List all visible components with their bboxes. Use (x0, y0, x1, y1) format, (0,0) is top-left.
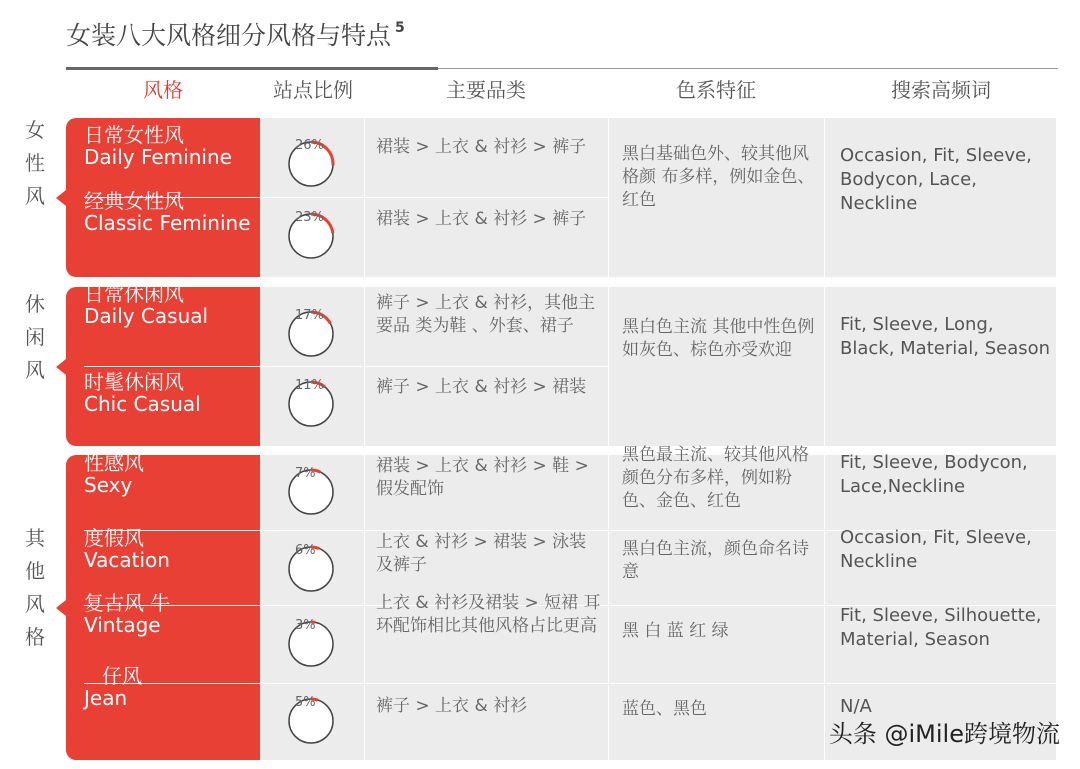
group-label-feminine: 女 性 风 (25, 118, 45, 208)
ratio-ring (287, 310, 335, 358)
category-cell: 裙装 > 上衣 & 衬衫 > 鞋 > 假发配饰 (376, 456, 589, 499)
ratio-value: 5% (295, 695, 316, 710)
group-label-casual: 休 闲 风 (25, 292, 45, 382)
group-label-other: 其 他 风 格 (25, 526, 45, 649)
category-cell: 裤子 > 上衣 & 衬衫，其他主要品 类为鞋 、外套、裙子 (376, 293, 596, 336)
col-sep-2 (608, 90, 609, 760)
color-cell: 黑白基础色外、较其他风格颜 布多样，例如金色、红色 (622, 144, 815, 210)
ratio-ring (287, 620, 335, 668)
style-name-chic-casual: 时髦休闲风 Chic Casual (84, 370, 201, 416)
keywords-cell: Fit, Sleeve, Bodycon, Lace,Neckline (840, 452, 1028, 497)
title-rule-light (438, 68, 1058, 69)
ratio-value: 17% (295, 308, 324, 323)
ratio-ring (287, 380, 335, 428)
ratio-ring (287, 140, 335, 188)
category-cell: 裤子 > 上衣 & 衬衫 (376, 696, 528, 716)
ratio-value: 23% (295, 210, 324, 225)
ratio-value: 6% (295, 543, 316, 558)
category-cell: 裙装 > 上衣 & 衬衫 > 裤子 (376, 137, 587, 157)
header-style: 风格 (143, 78, 183, 102)
color-cell: 黑白色主流 其他中性色例如灰色、棕色亦受欢迎 (622, 317, 815, 360)
ratio-value: 11% (295, 378, 324, 393)
title-footnote: 5 (395, 20, 405, 36)
color-cell: 蓝色、黑色 (622, 699, 707, 719)
style-name-daily-feminine: 日常女性风 Daily Feminine (84, 123, 232, 169)
ratio-value: 7% (295, 466, 316, 481)
style-name-classic-feminine: 经典女性风 Classic Feminine (84, 189, 251, 235)
ratio-ring (287, 212, 335, 260)
keywords-cell: N/A (840, 696, 872, 717)
ratio-ring (287, 697, 335, 745)
ratio-ring (287, 545, 335, 593)
title-rule-dark (66, 67, 438, 70)
ratio-value: 26% (295, 138, 324, 153)
page-title: 女装八大风格细分风格与特点 $^5$ (66, 20, 405, 50)
col-sep-3 (824, 90, 825, 760)
header-keywords: 搜索高频词 (891, 78, 991, 102)
style-name-jean: 仔风 Jean (84, 664, 142, 710)
col-sep-1 (364, 90, 365, 760)
category-cell: 裤子 > 上衣 & 衬衫 > 裙装 (376, 377, 587, 397)
header-color: 色系特征 (676, 78, 756, 102)
style-name-daily-casual: 日常休闲风 Daily Casual (84, 282, 209, 328)
row-line (84, 366, 260, 367)
color-cell: 黑 白 蓝 红 绿 (622, 621, 729, 641)
header-category: 主要品类 (446, 78, 526, 102)
color-cell: 黑色最主流、较其他风格颜色分布多样，例如粉色、金色、红色 (622, 445, 809, 511)
style-name-sexy: 性感风 Sexy (84, 451, 144, 497)
watermark: 头条 @iMile跨境物流 (828, 720, 1060, 748)
style-name-vacation: 度假风 Vacation (84, 526, 170, 572)
keywords-cell: Fit, Sleeve, Long, Black, Material, Season (840, 314, 1051, 359)
style-name-vintage: 复古风 牛 Vintage (84, 591, 171, 637)
keywords-cell: Occasion, Fit, Sleeve, Neckline (840, 527, 1032, 572)
header-ratio: 站点比例 (273, 78, 353, 102)
category-cell: 上衣 & 衬衫 > 裙装 > 泳装 及裤子 (376, 532, 587, 575)
keywords-cell: Occasion, Fit, Sleeve, Bodycon, Lace, Neckline (840, 145, 1032, 214)
ratio-ring (287, 468, 335, 516)
category-cell: 上衣 & 衬衫及裙装 > 短裙 耳环配饰相比其他风格占比更高 (376, 593, 601, 636)
color-cell: 黑白色主流，颜色命名诗意 (622, 539, 809, 582)
keywords-cell: Fit, Sleeve, Silhouette, Material, Season (840, 605, 1042, 650)
category-cell: 裙装 > 上衣 & 衬衫 > 裤子 (376, 209, 587, 229)
ratio-value: 3% (295, 618, 316, 633)
